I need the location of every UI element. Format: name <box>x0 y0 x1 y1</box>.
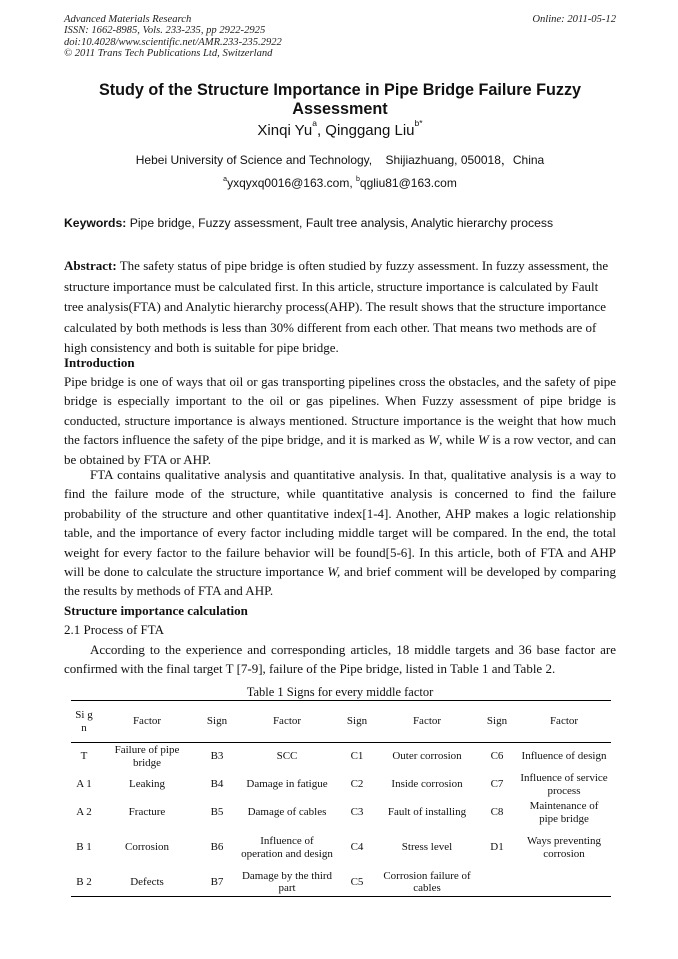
table-header-cell: Factor <box>549 715 579 728</box>
table-cell: T <box>80 750 88 763</box>
subsection-heading: 2.1 Process of FTA <box>64 622 165 637</box>
table-header-cell: Factor <box>132 715 162 728</box>
table-cell: Ways preventing corrosion <box>527 834 601 860</box>
intro-paragraph <box>64 372 616 469</box>
email-link[interactable]: qgliu81@163.com <box>359 176 457 190</box>
section-heading: Structure importance calculation <box>64 603 248 618</box>
intro-text: FTA contains qualitative analysis and quantitative analysis. In that, qualitative analysis is a way to find the failure mode of the structure, while quantitative analysis is concerned to find the failure probability of the structure and other quantitative index[1-4]. Another, AHP makes a logic relationship table, and the importance of every factor including middle target will be compared. In the end, the total weight for every factor to the failure behavior will be found[5-6]. In this article, both of FTA and AHP will be done to calculate the structure importance <box>64 467 616 580</box>
table-cell: C6 <box>490 750 504 763</box>
paper-title: Study of the Structure Importance in Pipe Bridge Failure Fuzzy Assessment <box>98 81 582 118</box>
online-date: Online: 2011-05-12 <box>532 14 616 25</box>
table-cell: C3 <box>350 806 364 819</box>
table-cell: C8 <box>490 806 504 819</box>
table-cell: Failure of pipe bridge <box>114 744 180 769</box>
table-cell: Inside corrosion <box>391 778 463 791</box>
table-cell: D1 <box>490 841 504 854</box>
table-header-cell: Sign <box>206 715 228 728</box>
author-separator: , <box>316 122 326 139</box>
abstract <box>64 256 616 359</box>
table-cell: Leaking <box>128 778 166 791</box>
signs-table <box>71 700 611 897</box>
table-row <box>71 771 611 799</box>
keywords-label: Keywords: <box>64 216 127 230</box>
table-cell: A 2 <box>76 806 92 819</box>
table-cell: B 2 <box>76 875 92 888</box>
abstract-label: Abstract: <box>64 258 117 273</box>
table-row <box>71 799 611 827</box>
table-cell: Fracture <box>128 806 166 819</box>
authors <box>64 118 616 140</box>
table-header-row <box>71 701 611 743</box>
email-marker: b <box>356 176 360 183</box>
table-cell: Stress level <box>401 841 453 854</box>
section-heading: Introduction <box>64 355 135 370</box>
author-marker: b* <box>414 118 423 128</box>
keywords-text: Pipe bridge, Fuzzy assessment, Fault tree analysis, Analytic hierarchy process <box>126 216 554 230</box>
intro-paragraph <box>64 465 616 601</box>
table-cell: Defects <box>130 875 164 888</box>
table-cell: Influence of service process <box>520 771 608 797</box>
symbol-w: W <box>478 432 489 448</box>
section-paragraph: According to the experience and corresponding articles, 18 middle targets and 36 base factor are confirmed with the final target T [7-9], failure of the Pipe bridge, listed in Table 1 and Table 2. <box>64 642 616 677</box>
table-cell: Corrosion failure of cables <box>383 869 471 895</box>
table-cell: B 1 <box>76 841 92 854</box>
intro-text: , while <box>439 432 479 448</box>
table-cell: A 1 <box>76 778 92 791</box>
table-cell: B5 <box>210 806 224 819</box>
table-row <box>71 743 611 771</box>
journal-doi: doi:10.4028/www.scientific.net/AMR.233-235.2922 <box>64 36 282 48</box>
journal-issn: ISSN: 1662-8985, Vols. 233-235, pp 2922-2925 <box>64 25 266 37</box>
table-cell: B3 <box>210 750 224 763</box>
table-cell: Damage by the third part <box>241 869 333 895</box>
abstract-text: The safety status of pipe bridge is often studied by fuzzy assessment. In fuzzy assessment, the structure importance must be calculated first. In this article, structure importance is calculated by Fault tree analysis(FTA) and Analytic hierarchy process(AHP). The result shows that the structure importance calculated by both methods is less than 30% different from each other. That means two methods are of high consistency and both is suitable for pipe bridge. <box>64 258 609 356</box>
table-cell: C1 <box>350 750 364 763</box>
table-header-cell: Factor <box>272 715 302 728</box>
journal-copyright: © 2011 Trans Tech Publications Ltd, Switzerland <box>64 48 273 60</box>
symbol-w: W <box>428 432 440 448</box>
table-cell: Influence of design <box>521 750 607 763</box>
email-marker: a <box>223 176 228 183</box>
author-name: Qinggang Liu <box>325 122 415 139</box>
intro-text: is a row vector, and can be obtained by FTA or AHP. <box>64 432 616 467</box>
table-header-cell: Si g n <box>75 708 93 734</box>
table-header-cell: Factor <box>412 715 442 728</box>
table-cell: Damage of cables <box>247 806 327 819</box>
table-header-cell: Sign <box>486 715 508 728</box>
affiliation: Hebei University of Science and Technology, Shijiazhuang, 050018，China <box>135 153 545 167</box>
table-cell <box>517 869 611 897</box>
table-cell: Fault of installing <box>387 806 467 819</box>
table-caption: Table 1 Signs for every middle factor <box>246 685 434 699</box>
table-cell: B6 <box>210 841 224 854</box>
table-header-cell: Sign <box>346 715 368 728</box>
symbol-w: W, <box>327 564 341 580</box>
author-marker: a <box>312 118 317 128</box>
table-cell: Damage in fatigue <box>246 778 328 791</box>
table-cell: Maintenance of pipe bridge <box>529 799 599 825</box>
table-cell: SCC <box>276 750 298 763</box>
journal-header <box>64 14 616 60</box>
keywords <box>64 216 624 230</box>
table-cell: Corrosion <box>125 841 169 854</box>
table-cell: B4 <box>210 778 224 791</box>
author-name: Xinqi Yu <box>257 122 313 139</box>
table-cell: Influence of operation and design <box>241 834 333 860</box>
journal-name: Advanced Materials Research <box>64 14 192 25</box>
table-row <box>71 869 611 897</box>
email-link[interactable]: yxqyxq0016@163.com, <box>227 176 356 190</box>
table-cell: Outer corrosion <box>392 750 462 763</box>
table-cell: C5 <box>350 875 364 888</box>
table-cell: C2 <box>350 778 364 791</box>
author-emails <box>64 176 616 190</box>
table-cell <box>477 869 517 897</box>
intro-text: and brief comment will be developed by comparing the results by methods of FTA and AHP. <box>64 564 616 599</box>
table-cell: B7 <box>210 875 224 888</box>
table-cell: C7 <box>490 778 504 791</box>
table-cell: C4 <box>350 841 364 854</box>
table-row <box>71 827 611 869</box>
intro-text: Pipe bridge is one of ways that oil or gas transporting pipelines cross the obstacles, and the safety of pipe bridge is especially important to the oil or gas pipelines. When Fuzzy assessment of pipe bridge is conducted, structure importance is always mentioned. Structure importance is the weight that how much the factors influence the safety of the pipe bridge, and it is marked as <box>64 374 616 448</box>
